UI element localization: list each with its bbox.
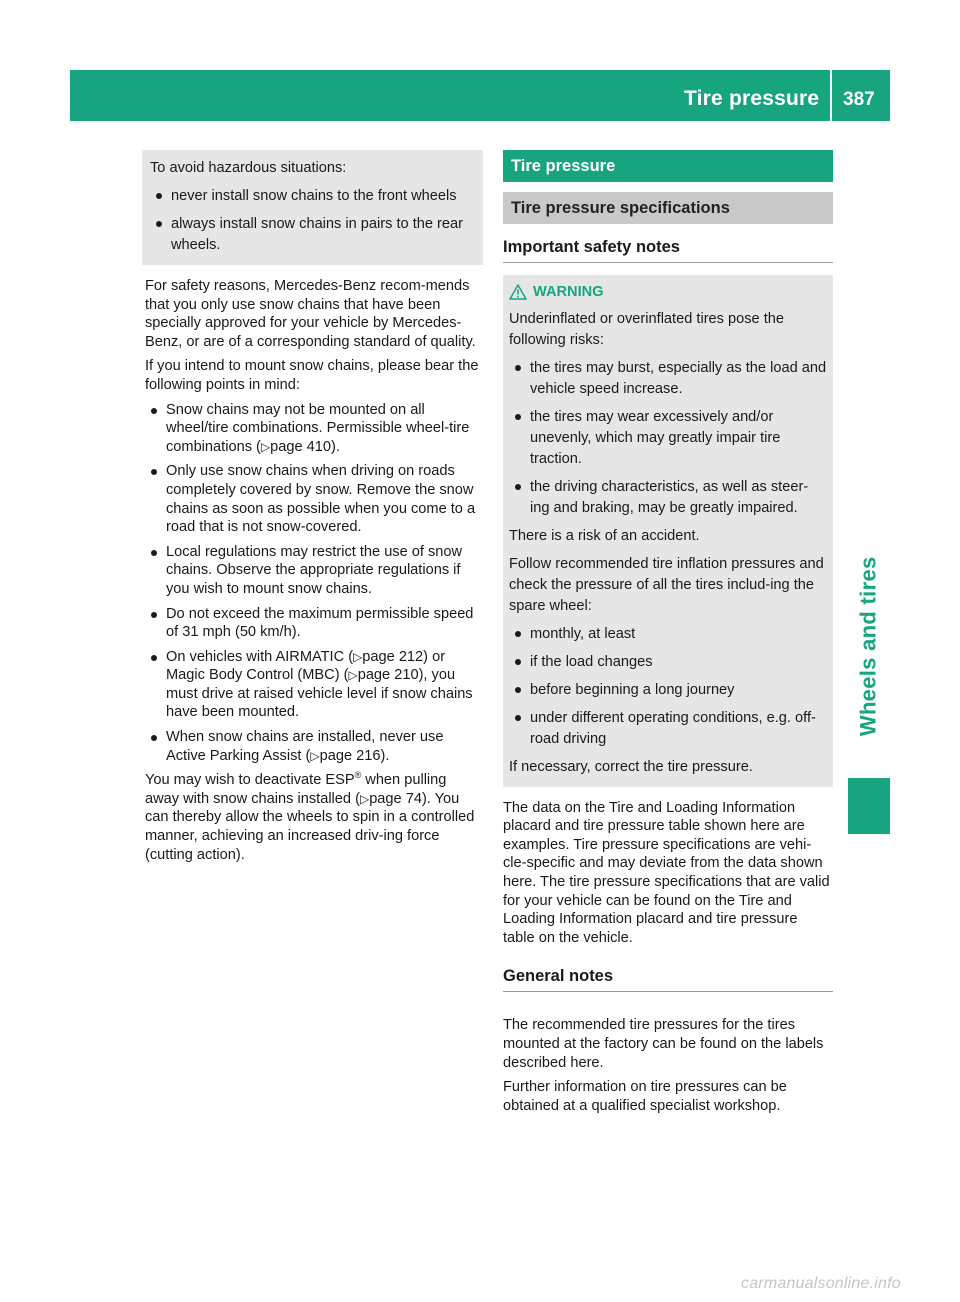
list-item: Local regulations may restrict the use of snow chains. Observe the appropriate regulations if you wish to mount snow chains. [145, 543, 480, 599]
warning-intro: Underinflated or overinflated tires pose the following risks: [509, 310, 785, 348]
page-ref-icon: ▷ [260, 439, 271, 454]
section-title: Tire pressure [503, 150, 833, 182]
warning-risk: There is a risk of an accident. [509, 527, 700, 544]
left-column [145, 150, 480, 870]
snow-chain-list [145, 401, 480, 766]
warning-follow: Follow recommended tire inflation pressures and check the pressure of all the tires includ-ing the spare wheel: [509, 555, 824, 614]
page-ref-icon: ▷ [348, 668, 358, 683]
list-item: never install snow chains to the front wheels [150, 186, 475, 207]
warning-header [509, 283, 827, 302]
hazard-list [150, 186, 475, 256]
page-number: 387 [843, 89, 875, 110]
warning-label: WARNING [533, 284, 604, 300]
paragraph: If you intend to mount snow chains, please bear the following points in mind: [145, 358, 479, 393]
list-item: monthly, at least [509, 624, 827, 645]
list-item: if the load changes [509, 652, 827, 673]
list-item: the tires may burst, especially as the load and vehicle speed increase. [509, 358, 827, 400]
hazard-note-box [142, 150, 483, 265]
heading-general-notes: General notes [503, 965, 833, 992]
chapter-marker [848, 778, 890, 834]
page-ref-icon: ▷ [310, 748, 320, 763]
list-item: Snow chains may not be mounted on all wheel/tire combinations. Permissible wheel-tire combinations (▷page 410). [145, 401, 480, 457]
list-item: before beginning a long journey [509, 680, 827, 701]
page-title: Tire pressure [684, 87, 820, 110]
list-item: the tires may wear excessively and/or unevenly, which may greatly impair tire traction. [509, 407, 827, 470]
subsection-title: Tire pressure specifications [503, 192, 833, 224]
list-item: the driving characteristics, as well as steer-ing and braking, may be greatly impaired. [509, 477, 827, 519]
risk-list [509, 358, 827, 519]
hazard-intro: To avoid hazardous situations: [150, 160, 347, 176]
list-item: Only use snow chains when driving on roads completely covered by snow. Remove the snow chains as soon as possible when you come to a road that is not snow-covered. [145, 462, 480, 536]
list-item: under different operating conditions, e.g. off-road driving [509, 708, 827, 750]
check-list [509, 624, 827, 750]
watermark: carmanualsonline.info [741, 1275, 901, 1292]
paragraph: The data on the Tire and Loading Information placard and tire pressure table shown here are examples. Tire pressure specifications are vehi-cle-specific and may deviate from the data shown here. The tire pressure specifications that are valid for your vehicle can be found on the Tire and Loading Information placard and tire pressure table on the vehicle. [503, 799, 830, 946]
page-ref-icon: ▷ [353, 649, 363, 664]
right-column [503, 150, 833, 1121]
warning-end: If necessary, correct the tire pressure. [509, 758, 753, 775]
list-item: On vehicles with AIRMATIC (▷page 212) or Magic Body Control (MBC) (▷page 210), you must drive at raised vehicle level if snow chains have been mounted. [145, 648, 480, 722]
warning-box [503, 275, 833, 787]
paragraph: For safety reasons, Mercedes-Benz recom-mends that you only use snow chains that have been specially approved for your vehicle by Mercedes-Benz, or are of a corresponding standard of quality. [145, 278, 476, 350]
list-item: always install snow chains in pairs to the rear wheels. [150, 214, 475, 256]
page-ref-icon: ▷ [359, 791, 370, 806]
heading-safety-notes: Important safety notes [503, 236, 833, 263]
paragraph: You may wish to deactivate ESP® when pulling away with snow chains installed (▷page 74). You can thereby allow the wheels to spin in a controlled manner, achieving an increased driv-ing force (cutting action). [145, 770, 475, 863]
chapter-tab [848, 542, 890, 750]
header-divider [830, 70, 832, 121]
list-item: When snow chains are installed, never use Active Parking Assist (▷page 216). [145, 728, 480, 765]
list-item: Do not exceed the maximum permissible speed of 31 mph (50 km/h). [145, 605, 480, 642]
chapter-tab-label: Wheels and tires [855, 556, 881, 736]
warning-triangle-icon [509, 284, 527, 300]
paragraph: The recommended tire pressures for the tires mounted at the factory can be found on the labels described here. [503, 1017, 824, 1071]
paragraph: Further information on tire pressures can be obtained at a qualified specialist workshop. [503, 1079, 787, 1114]
